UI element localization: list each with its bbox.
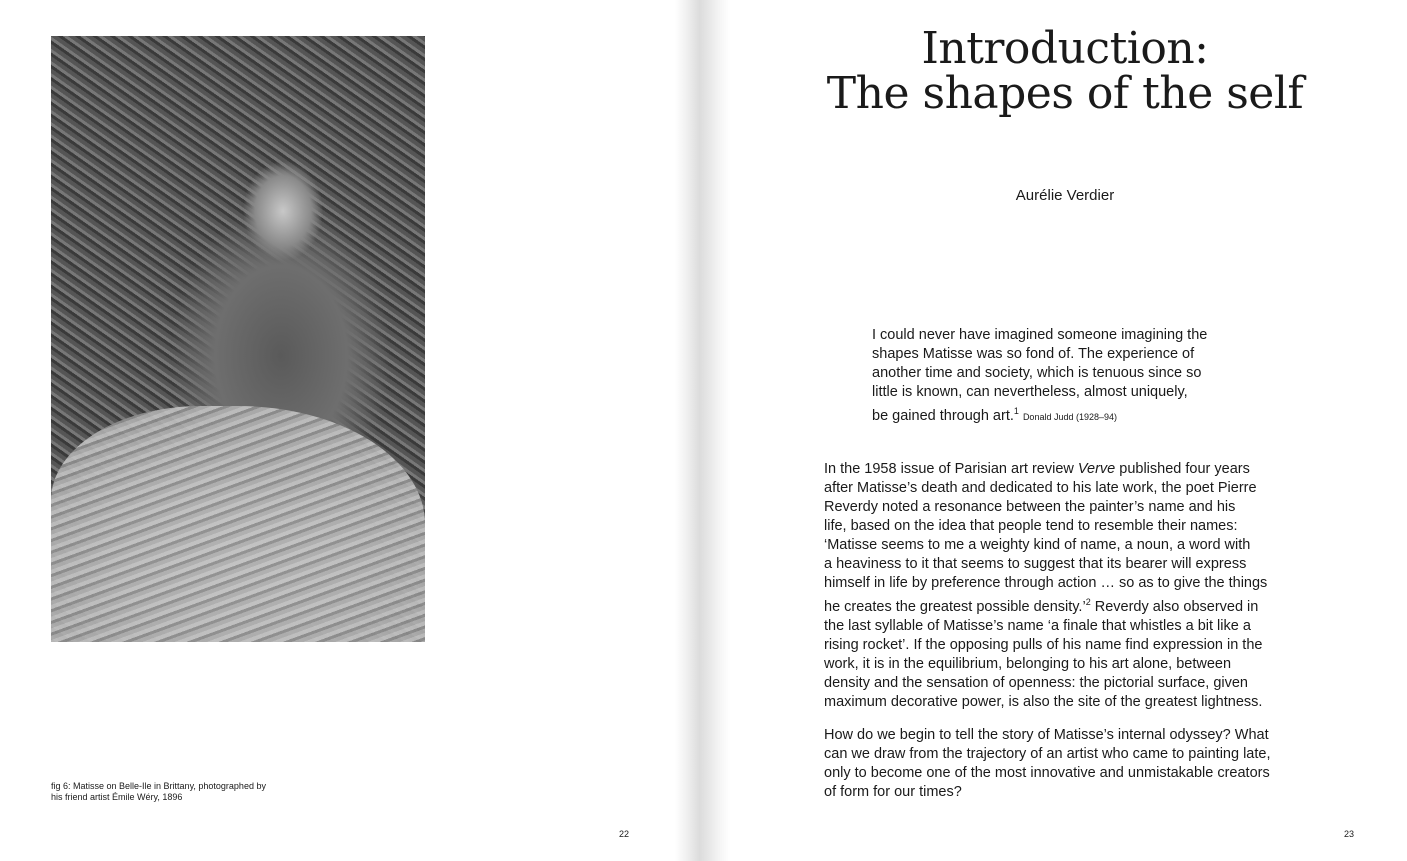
page-number-left: 22 <box>619 829 630 839</box>
matisse-portrait-photo <box>51 36 425 642</box>
epigraph-line: little is known, can nevertheless, almost uniquely, <box>872 384 1188 400</box>
epigraph-line: be gained through art. <box>872 407 1014 424</box>
footnote-ref: 1 <box>1013 406 1019 416</box>
book-gutter-shadow <box>675 0 730 861</box>
journal-title: Verve <box>1077 461 1116 477</box>
body-line: ‘Matisse seems to me a weighty kind of name, a noun, a word with <box>824 537 1251 553</box>
author-name: Aurélie Verdier <box>1015 187 1115 204</box>
body-line: only to become one of the most innovative and unmistakable creators <box>824 765 1270 781</box>
body-line: a heaviness to it that seems to suggest that its bearer will express <box>824 556 1247 572</box>
body-line: maximum decorative power, is also the site of the greatest lightness. <box>824 693 1263 710</box>
body-line: density and the sensation of openness: the pictorial surface, given <box>824 674 1248 691</box>
body-line: rising rocket’. If the opposing pulls of his name find expression in the <box>824 636 1263 653</box>
photo-rock <box>51 406 425 642</box>
footnote-ref: 2 <box>1085 597 1091 607</box>
body-line: himself in life by preference through action … so as to give the things <box>824 575 1268 591</box>
title-line: The shapes of the self <box>826 68 1304 119</box>
epigraph-line: shapes Matisse was so fond of. The experience of <box>872 346 1195 362</box>
body-line: work, it is in the equilibrium, belonging to his art alone, between <box>824 655 1232 672</box>
figure-caption <box>51 781 291 803</box>
body-line: Reverdy noted a resonance between the painter’s name and his <box>824 499 1236 515</box>
text: published four years <box>1115 461 1250 477</box>
epigraph <box>872 326 1207 427</box>
chapter-title <box>790 23 1340 119</box>
epigraph-line: another time and society, which is tenuous since so <box>872 365 1202 381</box>
text: In the 1958 issue of Parisian art review <box>824 461 1078 477</box>
text: Reverdy also observed in <box>1090 598 1259 615</box>
epigraph-line: I could never have imagined someone imagining the <box>872 327 1208 343</box>
body-line: can we draw from the trajectory of an artist who came to painting late, <box>824 746 1271 762</box>
caption-line: fig 6: Matisse on Belle-Ile in Brittany, photographed by <box>51 781 266 791</box>
epigraph-attribution: Donald Judd (1928–94) <box>1022 411 1118 422</box>
body-line: How do we begin to tell the story of Matisse’s internal odyssey? What <box>824 727 1269 743</box>
page-number-right: 23 <box>1344 829 1355 839</box>
body-line: life, based on the idea that people tend to resemble their names: <box>824 518 1238 534</box>
text: he creates the greatest possible density.’ <box>824 598 1086 615</box>
body-paragraph-1 <box>824 460 1267 712</box>
body-line: of form for our times? <box>824 784 962 800</box>
body-line: the last syllable of Matisse’s name ‘a finale that whistles a bit like a <box>824 617 1251 634</box>
body-paragraph-2 <box>824 726 1271 802</box>
title-line: Introduction: <box>921 23 1209 74</box>
body-line: after Matisse’s death and dedicated to his late work, the poet Pierre <box>824 480 1257 496</box>
caption-line: his friend artist Émile Wéry, 1896 <box>51 792 183 802</box>
